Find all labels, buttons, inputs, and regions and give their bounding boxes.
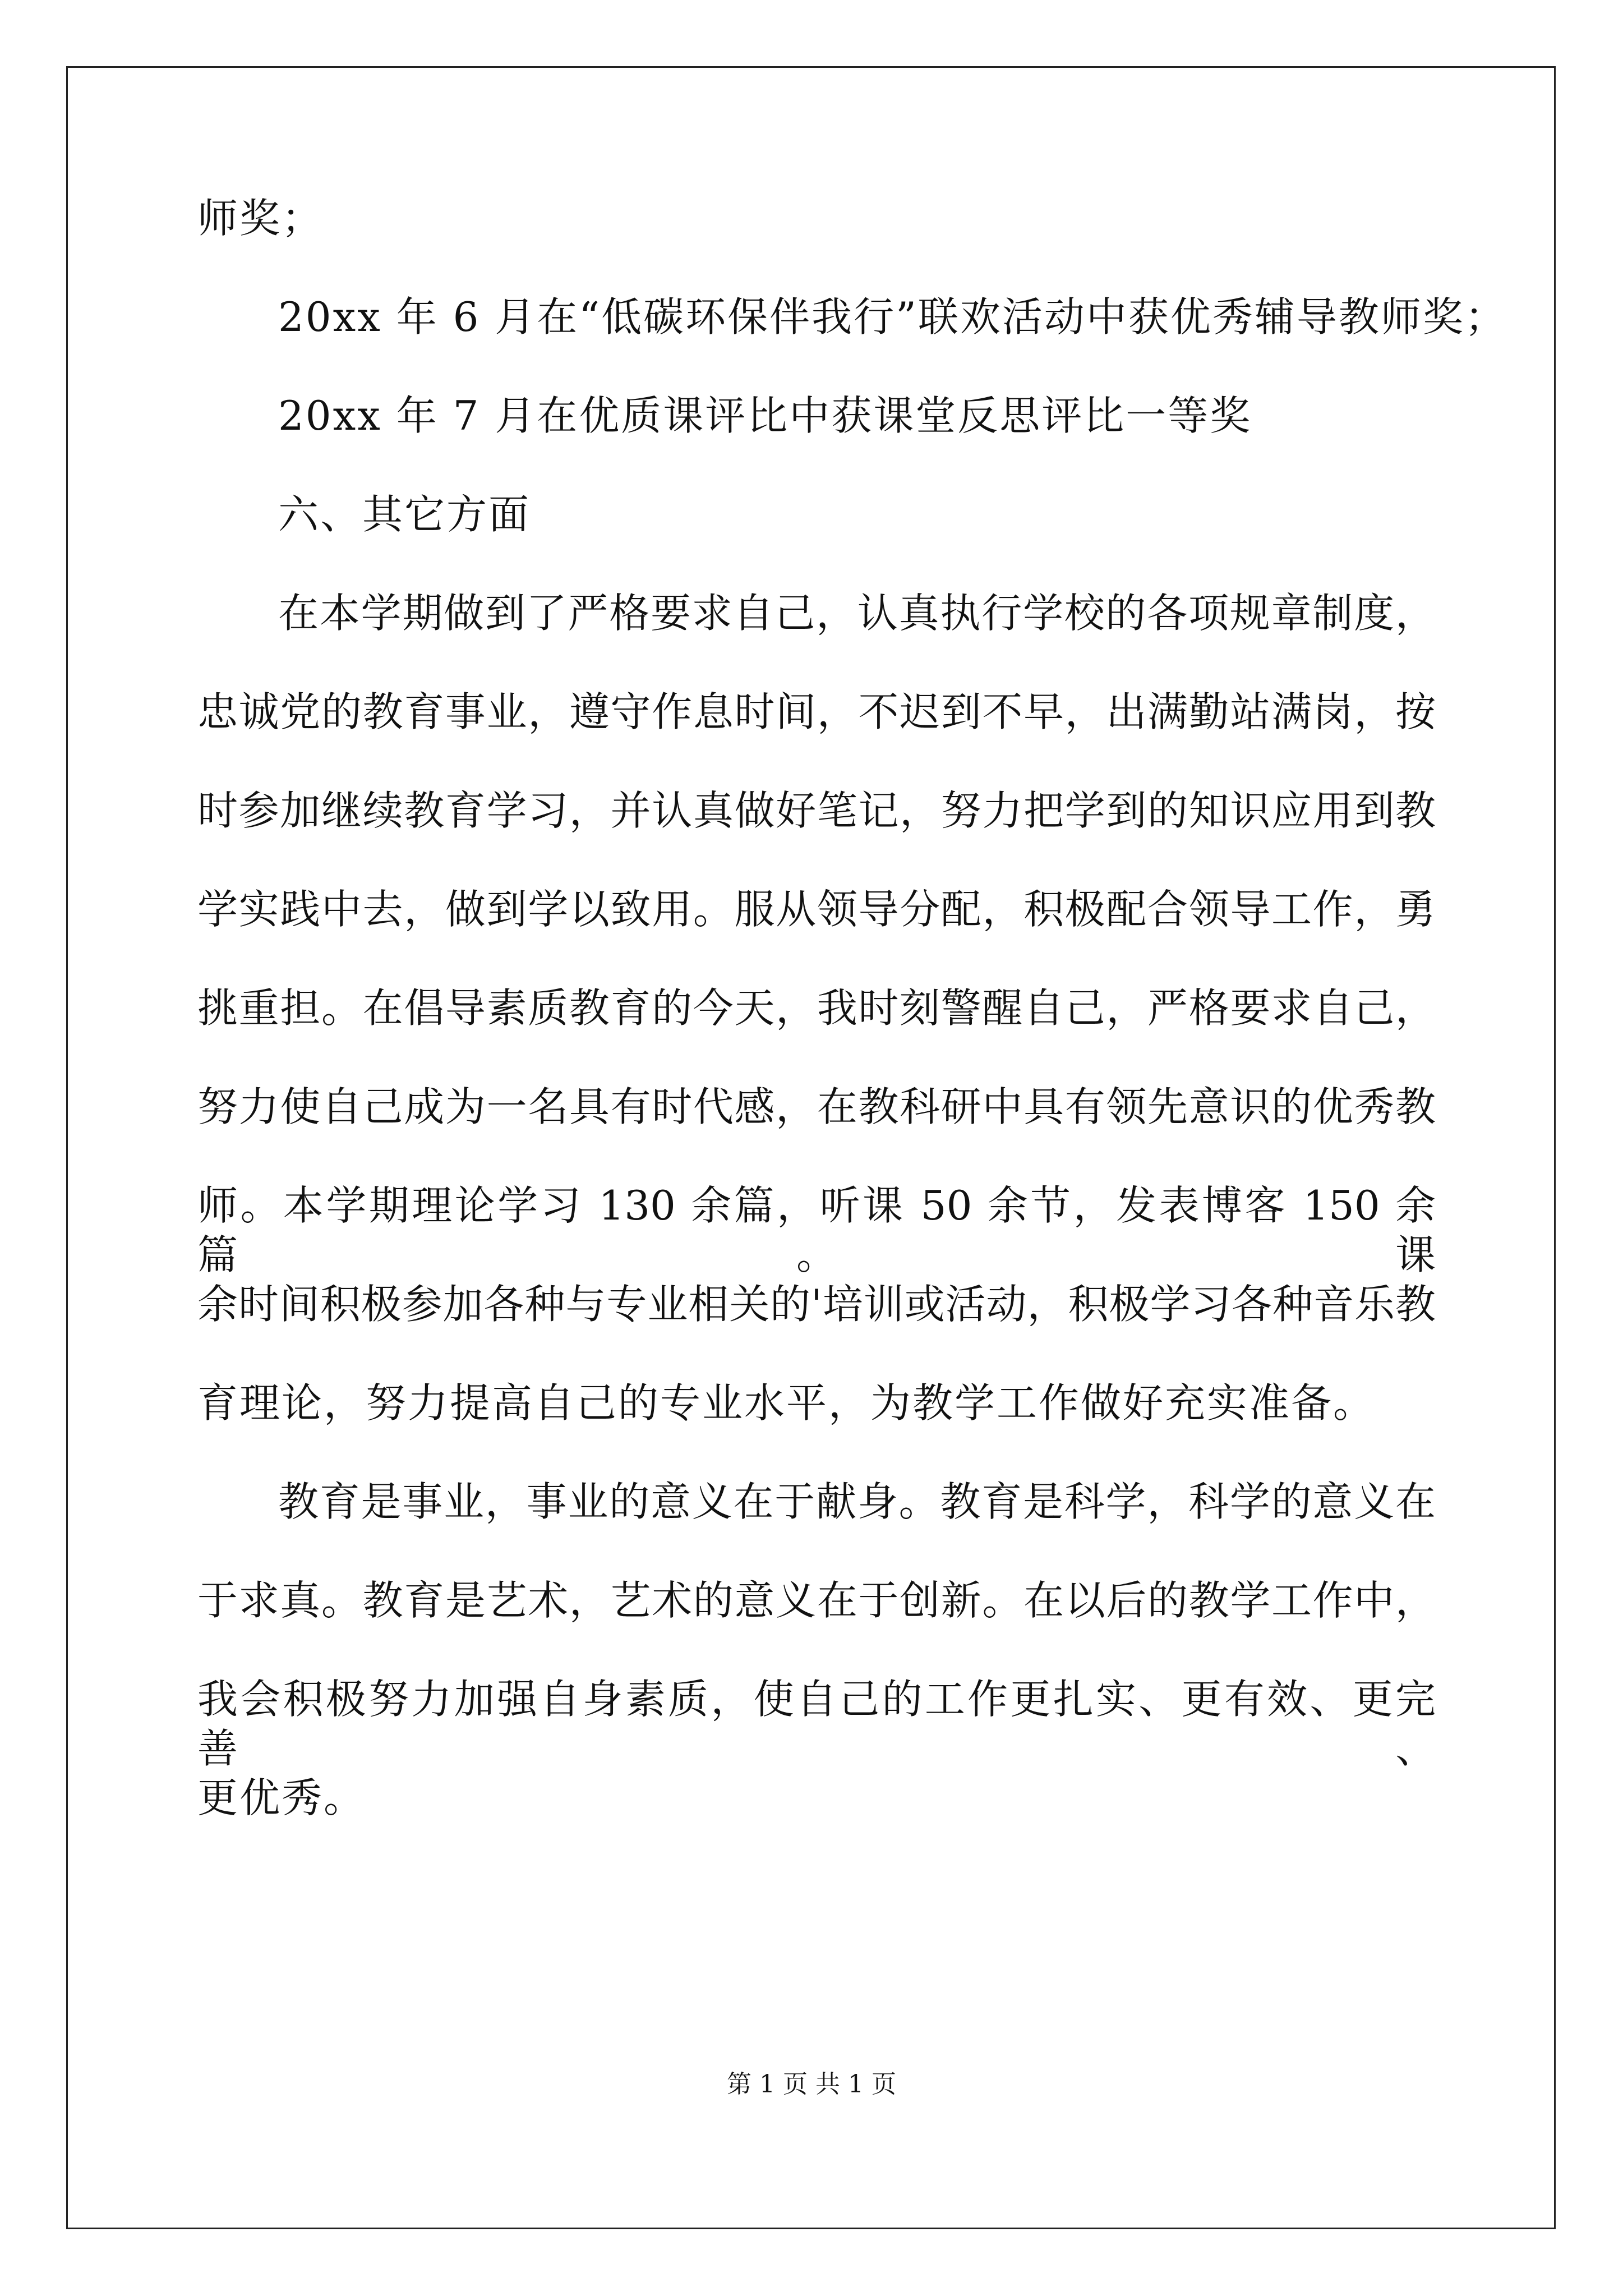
text-line: 努力使自己成为一名具有时代感，在教科研中具有领先意识的优秀教 (197, 1083, 1436, 1130)
text-line: 忠诚党的教育事业，遵守作息时间，不迟到不早，出满勤站满岗，按 (197, 688, 1436, 735)
text-line: 育理论，努力提高自己的专业水平，为教学工作做好充实准备。 (197, 1379, 1376, 1427)
page-footer: 第 1 页 共 1 页 (727, 2070, 896, 2099)
text-line: 师奖； (197, 195, 324, 242)
text-line: 师。本学期理论学习 130 余篇，听课 50 余节，发表博客 150 余篇。课 (197, 1182, 1436, 1278)
text-line: 教育是事业，事业的意义在于献身。教育是科学，科学的意义在 (278, 1478, 1436, 1525)
text-line: 挑重担。在倡导素质教育的今天，我时刻警醒自己，严格要求自己， (197, 984, 1436, 1032)
text-line: 我会积极努力加强自身素质，使自己的工作更扎实、更有效、更完善、 (197, 1676, 1436, 1772)
text-line: 于求真。教育是艺术，艺术的意义在于创新。在以后的教学工作中， (197, 1577, 1436, 1624)
text-line: 时参加继续教育学习，并认真做好笔记，努力把学到的知识应用到教 (197, 787, 1436, 834)
text-line: 更优秀。 (197, 1774, 366, 1821)
text-line: 学实践中去，做到学以致用。服从领导分配，积极配合领导工作，勇 (197, 886, 1436, 933)
text-line: 20xx 年 6 月在“低碳环保伴我行”联欢活动中获优秀辅导教师奖； (278, 293, 1507, 341)
text-line: 在本学期做到了严格要求自己，认真执行学校的各项规章制度， (278, 590, 1436, 637)
text-line: 20xx 年 7 月在优质课评比中获课堂反思评比一等奖 (278, 392, 1252, 439)
section-heading: 六、其它方面 (278, 491, 531, 538)
text-line: 余时间积极参加各种与专业相关的'培训或活动，积极学习各种音乐教 (197, 1281, 1436, 1328)
